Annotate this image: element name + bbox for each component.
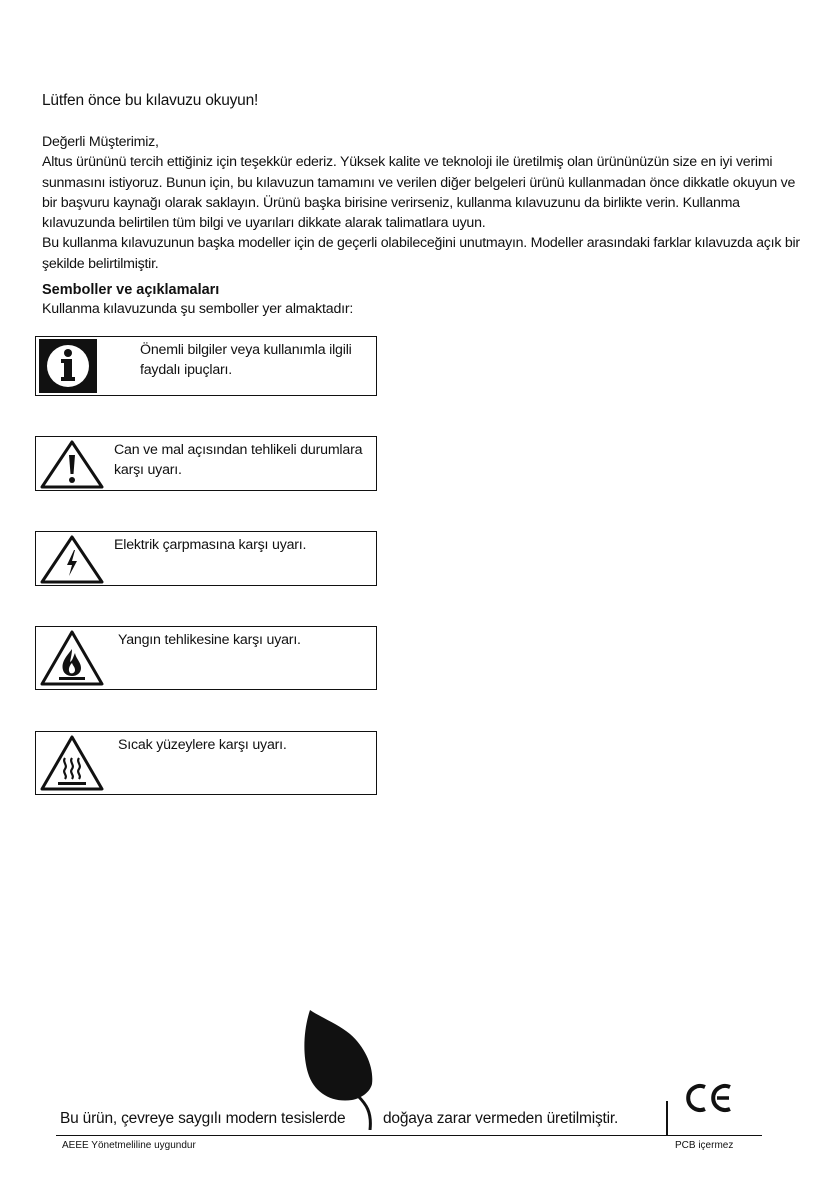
eco-statement-right: doğaya zarar vermeden üretilmiştir.	[383, 1110, 619, 1127]
symbol-box-warning	[35, 436, 377, 491]
compliance-note: AEEE Yönetmeliline uygundur	[62, 1140, 196, 1151]
symbols-title: Semboller ve açıklamaları	[42, 282, 220, 298]
symbol-box-info	[35, 336, 377, 396]
symbol-box-electric	[35, 531, 377, 586]
symbol-text: Can ve mal açısından tehlikeli durumlara karşı uyarı.	[114, 442, 363, 478]
greeting: Değerli Müşterimiz,	[42, 134, 159, 150]
symbol-box-hot-surface	[35, 731, 377, 795]
page-heading: Lütfen önce bu kılavuzu okuyun!	[42, 92, 259, 109]
electric-shock-icon	[39, 534, 105, 589]
symbol-text: Önemli bilgiler veya kullanımla ilgili faydalı ipuçları.	[140, 342, 352, 378]
symbol-text: Sıcak yüzeylere karşı uyarı.	[118, 737, 287, 753]
intro-paragraph-1: Altus ürününü tercih ettiğiniz için teşekkür ederiz. Yüksek kalite ve teknoloji ile üretilmiş olan ürününüzün size en iyi verimi sunmasını istiyoruz. Bunun için, bu kılavuzun tamamını ve verilen diğer belgeleri ürünü kullanmadan önce dikkatle okuyun ve bir başvuru kaynağı olarak saklayın. Ürünü başka birisine verirseniz, kullanma kılavuzunu da birlikte verin. Kullanma kılavuzunda belirtilen tüm bilgi ve uyarıları dikkate alarak talimatlara uyun.	[42, 154, 796, 232]
symbols-description: Kullanma kılavuzunda şu semboller yer almaktadır:	[42, 301, 354, 317]
footer-divider	[666, 1101, 668, 1136]
info-icon	[39, 339, 97, 398]
intro-paragraph-2: Bu kullanma kılavuzunun başka modeller için de geçerli olabileceğini unutmayın. Modeller arasındaki farklar kılavuzda açık bir şekilde belirtilmiştir.	[42, 235, 800, 272]
footer-rule	[56, 1135, 762, 1136]
symbol-text: Yangın tehlikesine karşı uyarı.	[118, 632, 301, 648]
symbol-text: Elektrik çarpmasına karşı uyarı.	[114, 537, 307, 553]
symbol-box-fire	[35, 626, 377, 690]
intro-text	[42, 132, 802, 274]
hot-surface-icon	[39, 734, 105, 797]
ce-mark-icon	[684, 1080, 736, 1121]
warning-icon	[39, 439, 105, 494]
pcb-note: PCB içermez	[675, 1140, 734, 1151]
eco-statement-left: Bu ürün, çevreye saygılı modern tesislerde	[60, 1110, 346, 1127]
fire-icon	[39, 629, 105, 692]
